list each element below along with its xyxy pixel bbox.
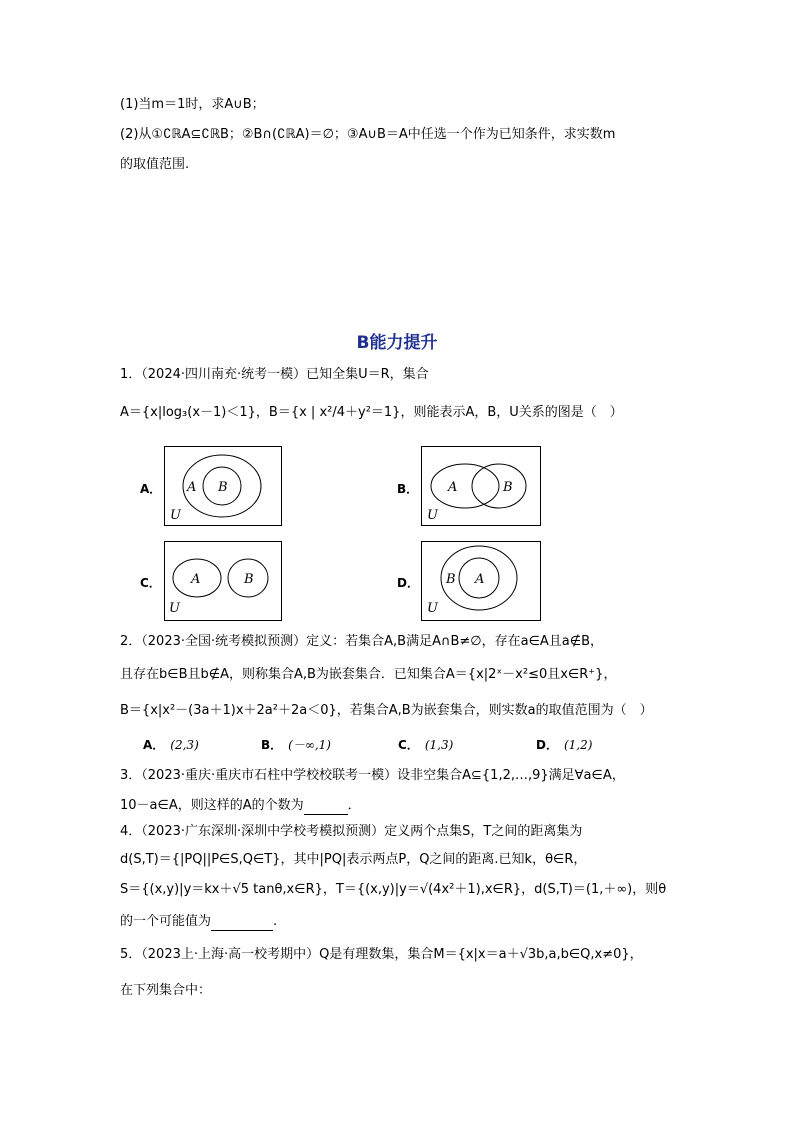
set-b-label: B	[446, 572, 456, 587]
answer-blank	[211, 930, 273, 931]
choice-c: C． (1,3)	[398, 738, 454, 752]
universe-label: U	[427, 601, 438, 616]
choice-d: D． (1,2)	[536, 738, 593, 752]
choice-b: B． (－∞,1)	[261, 738, 331, 752]
set-b-label: B	[503, 480, 513, 495]
universe-label: U	[427, 508, 438, 523]
problem-4-line-3: S＝{(x,y)|y＝kx＋√5 tanθ,x∈R}，T＝{(x,y)|y＝√(4x²＋1),x∈R}，d(S,T)＝(1,＋∞)，则θ	[120, 882, 667, 897]
venn-diagram-option-b	[421, 446, 541, 526]
intro-question-2-continued: 的取值范围.	[120, 157, 190, 172]
problem-3-line-2: 10－a∈A，则这样的A的个数为 ．	[120, 798, 361, 813]
problem-3-line-1: 3．（2023·重庆·重庆市石柱中学校校联考一模）设非空集合A⊆{1,2,…,9}满足∀a∈A，	[120, 768, 625, 783]
set-b-label: B	[244, 572, 254, 587]
universe-rect	[422, 447, 541, 526]
problem-2-line-1: 2．（2023·全国·统考模拟预测）定义：若集合A,B满足A∩B≠∅，存在a∈A且a∉B，	[120, 634, 603, 649]
option-c-label: C．	[140, 576, 161, 590]
problem-2-line-3: B＝{x|x²－(3a＋1)x＋2a²＋2a＜0}，若集合A,B为嵌套集合，则实数a的取值范围为（ ）	[120, 703, 653, 718]
problem-1-line-2: A＝{x|log₃(x－1)＜1}，B＝{x | x²/4＋y²＝1}，则能表示A，B，U关系的图是（ ）	[120, 405, 623, 420]
problem-4-line-4: 的一个可能值为 .	[120, 914, 278, 929]
venn-diagram-option-a	[164, 446, 282, 526]
choice-a: A． (2,3)	[143, 738, 199, 752]
set-a-ellipse	[431, 464, 499, 508]
venn-diagram-option-d	[421, 541, 541, 621]
problem-5-line-1: 5．（2023上·上海·高一校考期中）Q是有理数集，集合M＝{x|x＝a＋√3b,a,b∈Q,x≠0}，	[120, 947, 643, 962]
intro-question-1: (1)当m＝1时，求A∪B；	[120, 97, 265, 112]
universe-label: U	[170, 508, 181, 523]
problem-2-line-2: 且存在b∈B且b∉A，则称集合A,B为嵌套集合．已知集合A＝{x|2ˣ－x²≤0且x∈R⁺}，	[120, 667, 617, 682]
problem-4-line-2: d(S,T)＝{|PQ||P∈S,Q∈T}，其中|PQ|表示两点P，Q之间的距离.已知k，θ∈R，	[120, 852, 587, 867]
option-a-label: A．	[140, 482, 162, 496]
set-a-label: A	[475, 572, 485, 587]
universe-rect	[165, 542, 282, 621]
set-b-label: B	[218, 480, 228, 495]
intro-question-2: (2)从①∁ℝA⊆∁ℝB；②B∩(∁ℝA)＝∅；③A∪B＝A中任选一个作为已知条件，求实数m	[120, 127, 616, 142]
option-d-label: D．	[397, 576, 419, 590]
universe-label: U	[169, 601, 180, 616]
answer-blank	[304, 814, 348, 815]
section-title: B能力提升	[356, 333, 438, 353]
problem-1-line-1: 1．（2024·四川南充·统考一模）已知全集U＝R，集合	[120, 367, 429, 382]
option-b-label: B．	[397, 482, 419, 496]
set-a-label: A	[187, 480, 197, 495]
venn-diagram-option-c	[164, 541, 282, 621]
problem-5-line-2: 在下列集合中：	[120, 983, 212, 998]
set-a-label: A	[191, 572, 201, 587]
problem-4-line-1: 4．（2023·广东深圳·深圳中学校考模拟预测）定义两个点集S，T之间的距离集为	[120, 824, 583, 839]
set-a-label: A	[448, 480, 458, 495]
